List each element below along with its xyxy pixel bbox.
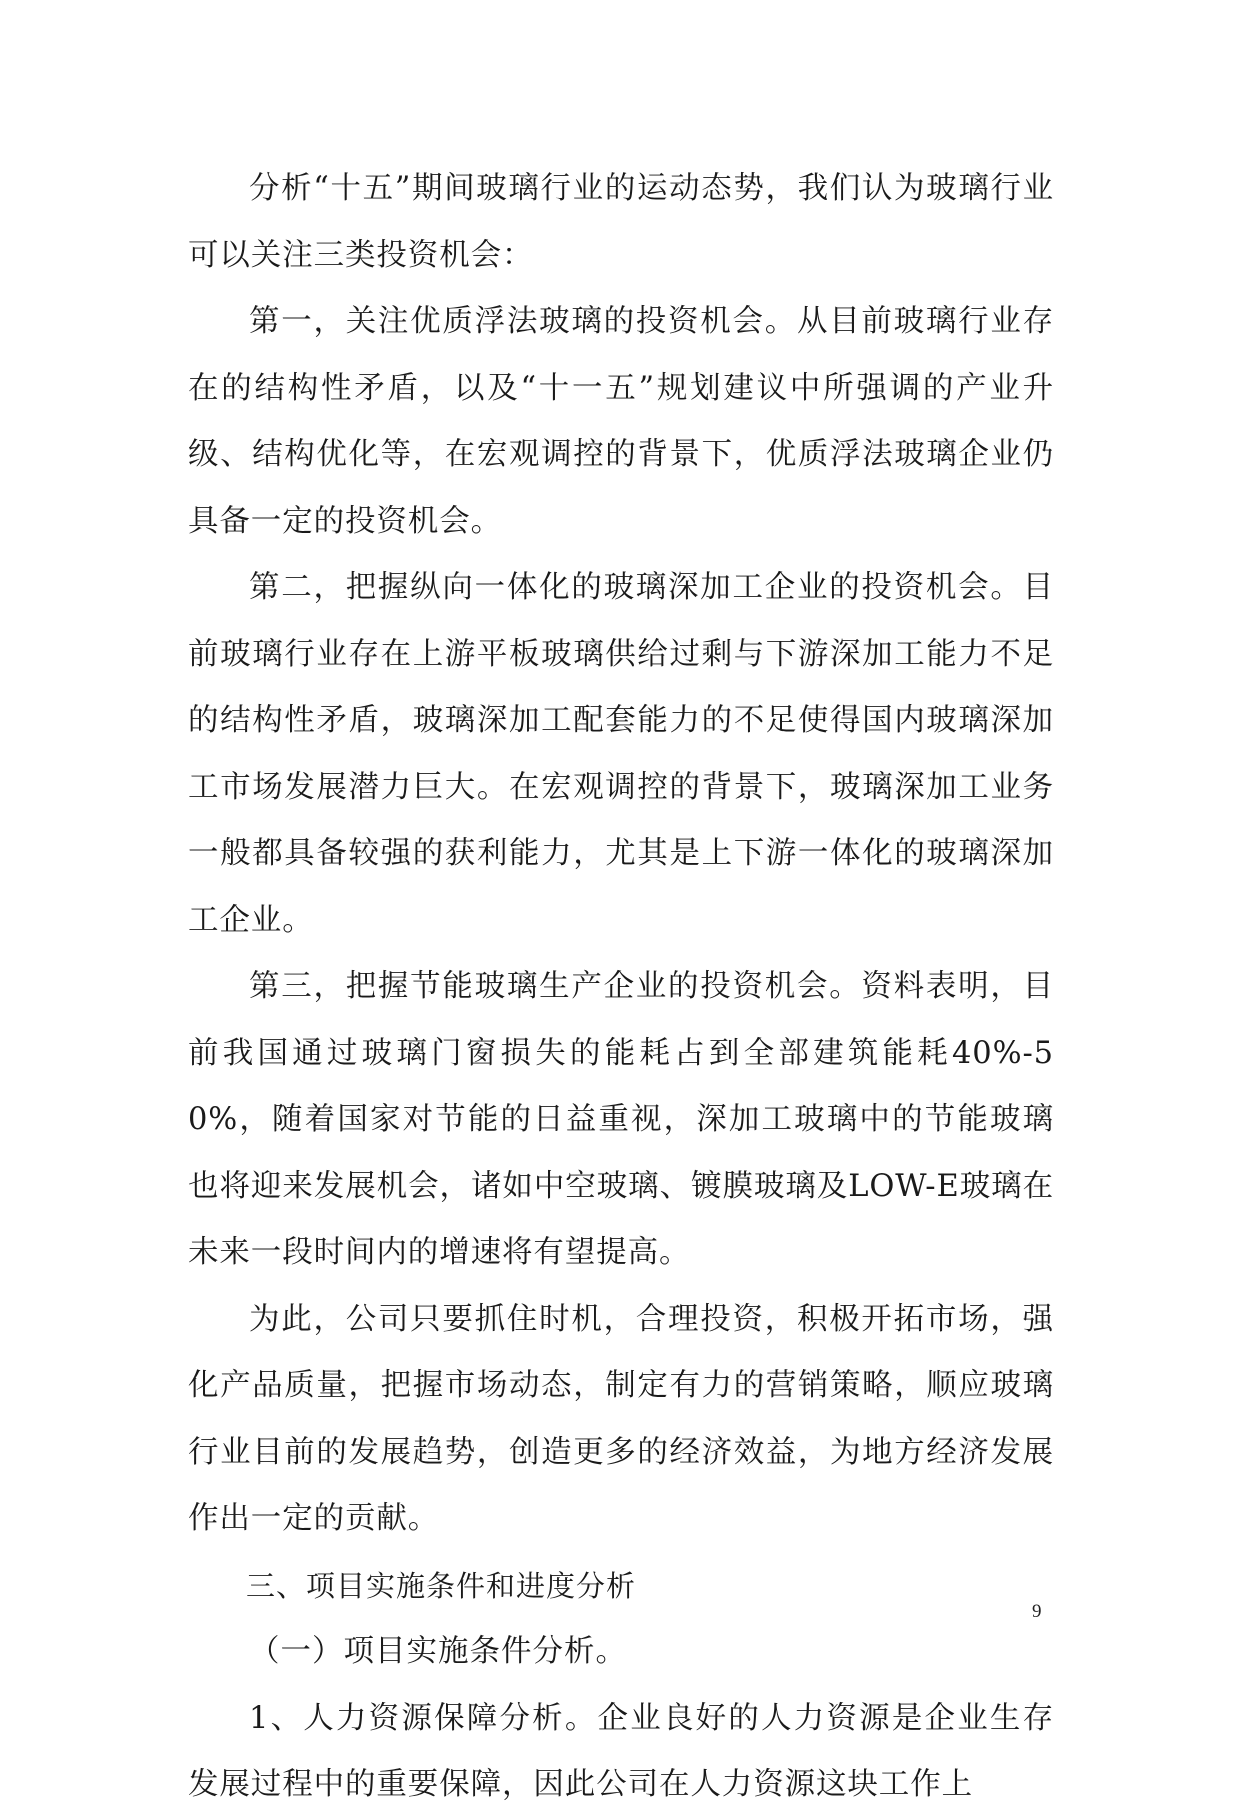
subsection-heading: （一）项目实施条件分析。 [249, 1634, 627, 1669]
paragraph-first-opportunity: 第一，关注优质浮法玻璃的投资机会。从目前玻璃行业存在的结构性矛盾，以及“十一五”规划建议中所强调的产业升级、结构优化等，在宏观调控的背景下，优质浮法玻璃企业仍具备一定的投资机会。 [188, 304, 1054, 539]
paragraph-second-opportunity: 第二，把握纵向一体化的玻璃深加工企业的投资机会。目前玻璃行业存在上游平板玻璃供给过剩与下游深加工能力不足的结构性矛盾，玻璃深加工配套能力的不足使得国内玻璃深加工市场发展潜力巨大。在宏观调控的背景下，玻璃深加工业务一般都具备较强的获利能力，尤其是上下游一体化的玻璃深加工企业。 [188, 570, 1054, 938]
paragraph-human-resources: 1、人力资源保障分析。企业良好的人力资源是企业生存发展过程中的重要保障，因此公司在人力资源这块工作上 [188, 1700, 1054, 1802]
page-number: 9 [1032, 1601, 1042, 1622]
document-body [188, 156, 1054, 1819]
paragraph-intro: 分析“十五”期间玻璃行业的运动态势，我们认为玻璃行业可以关注三类投资机会： [188, 171, 1054, 273]
section-heading: 三、项目实施条件和进度分析 [246, 1568, 637, 1603]
paragraph-conclusion: 为此，公司只要抓住时机，合理投资，积极开拓市场，强化产品质量，把握市场动态，制定有力的营销策略，顺应玻璃行业目前的发展趋势，创造更多的经济效益，为地方经济发展作出一定的贡献。 [188, 1301, 1054, 1536]
paragraph-third-opportunity: 第三，把握节能玻璃生产企业的投资机会。资料表明，目前我国通过玻璃门窗损失的能耗占到全部建筑能耗40%-50%，随着国家对节能的日益重视，深加工玻璃中的节能玻璃也将迎来发展机会，诸如中空玻璃、镀膜玻璃及LOW-E玻璃在未来一段时间内的增速将有望提高。 [188, 969, 1054, 1270]
